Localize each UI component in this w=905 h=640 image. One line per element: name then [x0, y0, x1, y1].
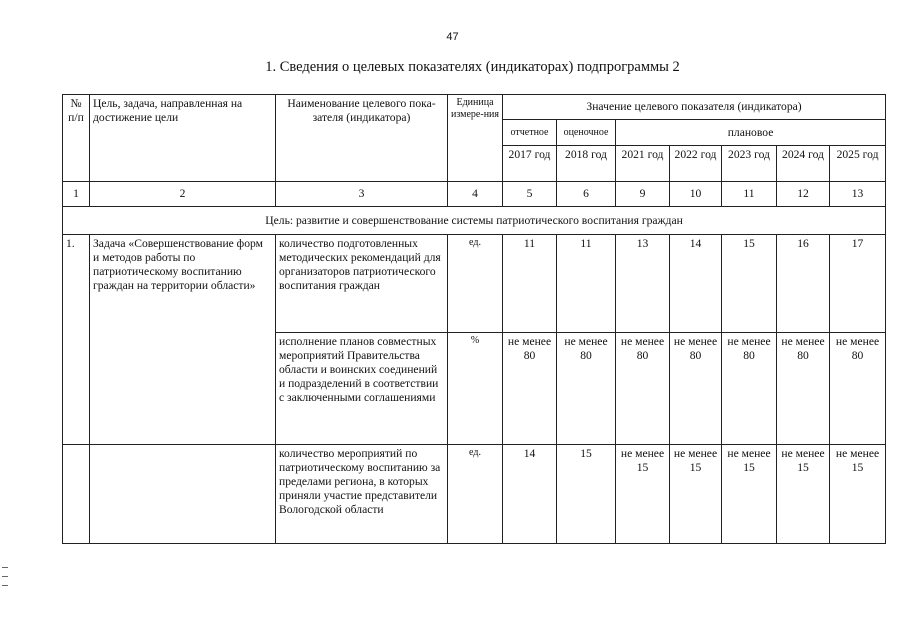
column-number: 1: [63, 182, 90, 207]
indicators-table: [62, 94, 886, 544]
column-number: 12: [777, 182, 830, 207]
header-year: 2023 год: [722, 146, 777, 182]
header-year: 2024 год: [777, 146, 830, 182]
value-cell: не менее 80: [830, 333, 886, 445]
header-year: 2021 год: [616, 146, 670, 182]
header-year: 2025 год: [830, 146, 886, 182]
value-cell: не менее 80: [557, 333, 616, 445]
column-numbers-row: [63, 182, 886, 207]
indicator-name: количество мероприятий по патриотическому воспитанию за пределами региона, в которых приняли участие представители Вологодской области: [276, 445, 448, 544]
row-number: [63, 445, 90, 544]
margin-mark: [2, 585, 8, 586]
value-cell: 16: [777, 235, 830, 333]
header-year: 2017 год: [503, 146, 557, 182]
value-cell: 11: [557, 235, 616, 333]
margin-mark: [2, 567, 8, 568]
row-number: 1.: [63, 235, 90, 445]
column-number: 5: [503, 182, 557, 207]
indicator-name: количество подготовленных методических рекомендаций для организаторов патриотического воспитания граждан: [276, 235, 448, 333]
value-cell: 14: [670, 235, 722, 333]
value-cell: не менее 15: [830, 445, 886, 544]
header-indicator: Наименование целевого пока-зателя (индикатора): [276, 95, 448, 182]
task-text: [90, 445, 276, 544]
unit: ед.: [448, 235, 503, 333]
value-cell: 15: [557, 445, 616, 544]
column-number: 4: [448, 182, 503, 207]
value-cell: 13: [616, 235, 670, 333]
value-cell: не менее 80: [503, 333, 557, 445]
value-cell: не менее 15: [670, 445, 722, 544]
column-number: 13: [830, 182, 886, 207]
header-row-1: [63, 95, 886, 120]
table-row: [63, 445, 886, 544]
unit: ед.: [448, 445, 503, 544]
column-number: 3: [276, 182, 448, 207]
page-number: 47: [446, 31, 459, 43]
goal-text: Цель: развитие и совершенствование системы патриотического воспитания граждан: [63, 207, 886, 235]
column-number: 6: [557, 182, 616, 207]
header-goal: Цель, задача, направленная на достижение цели: [90, 95, 276, 182]
column-number: 9: [616, 182, 670, 207]
value-cell: 17: [830, 235, 886, 333]
header-year: 2018 год: [557, 146, 616, 182]
value-cell: не менее 15: [722, 445, 777, 544]
value-cell: не менее 15: [777, 445, 830, 544]
unit: %: [448, 333, 503, 445]
column-number: 11: [722, 182, 777, 207]
table-row: [63, 235, 886, 333]
value-cell: 15: [722, 235, 777, 333]
value-cell: не менее 80: [670, 333, 722, 445]
goal-row: [63, 207, 886, 235]
value-cell: не менее 80: [616, 333, 670, 445]
task-text: Задача «Совершенствование форм и методов работы по патриотическому воспитанию граждан на территории области»: [90, 235, 276, 445]
column-number: 10: [670, 182, 722, 207]
value-cell: не менее 15: [616, 445, 670, 544]
header-planned: плановое: [616, 120, 886, 146]
value-cell: 14: [503, 445, 557, 544]
document-title: 1. Сведения о целевых показателях (индикаторах) подпрограммы 2: [265, 59, 680, 75]
value-cell: не менее 80: [777, 333, 830, 445]
header-value-group: Значение целевого показателя (индикатора): [503, 95, 886, 120]
margin-mark: [2, 576, 8, 577]
column-number: 2: [90, 182, 276, 207]
header-estimated: оценочное: [557, 120, 616, 146]
value-cell: не менее 80: [722, 333, 777, 445]
header-year: 2022 год: [670, 146, 722, 182]
header-reported: отчетное: [503, 120, 557, 146]
value-cell: 11: [503, 235, 557, 333]
header-unit: Единица измере-ния: [448, 95, 503, 182]
indicator-name: исполнение планов совместных мероприятий Правительства области и воинских соединений и подразделений в соответствии с заключенными соглашениями: [276, 333, 448, 445]
header-num: № п/п: [63, 95, 90, 182]
